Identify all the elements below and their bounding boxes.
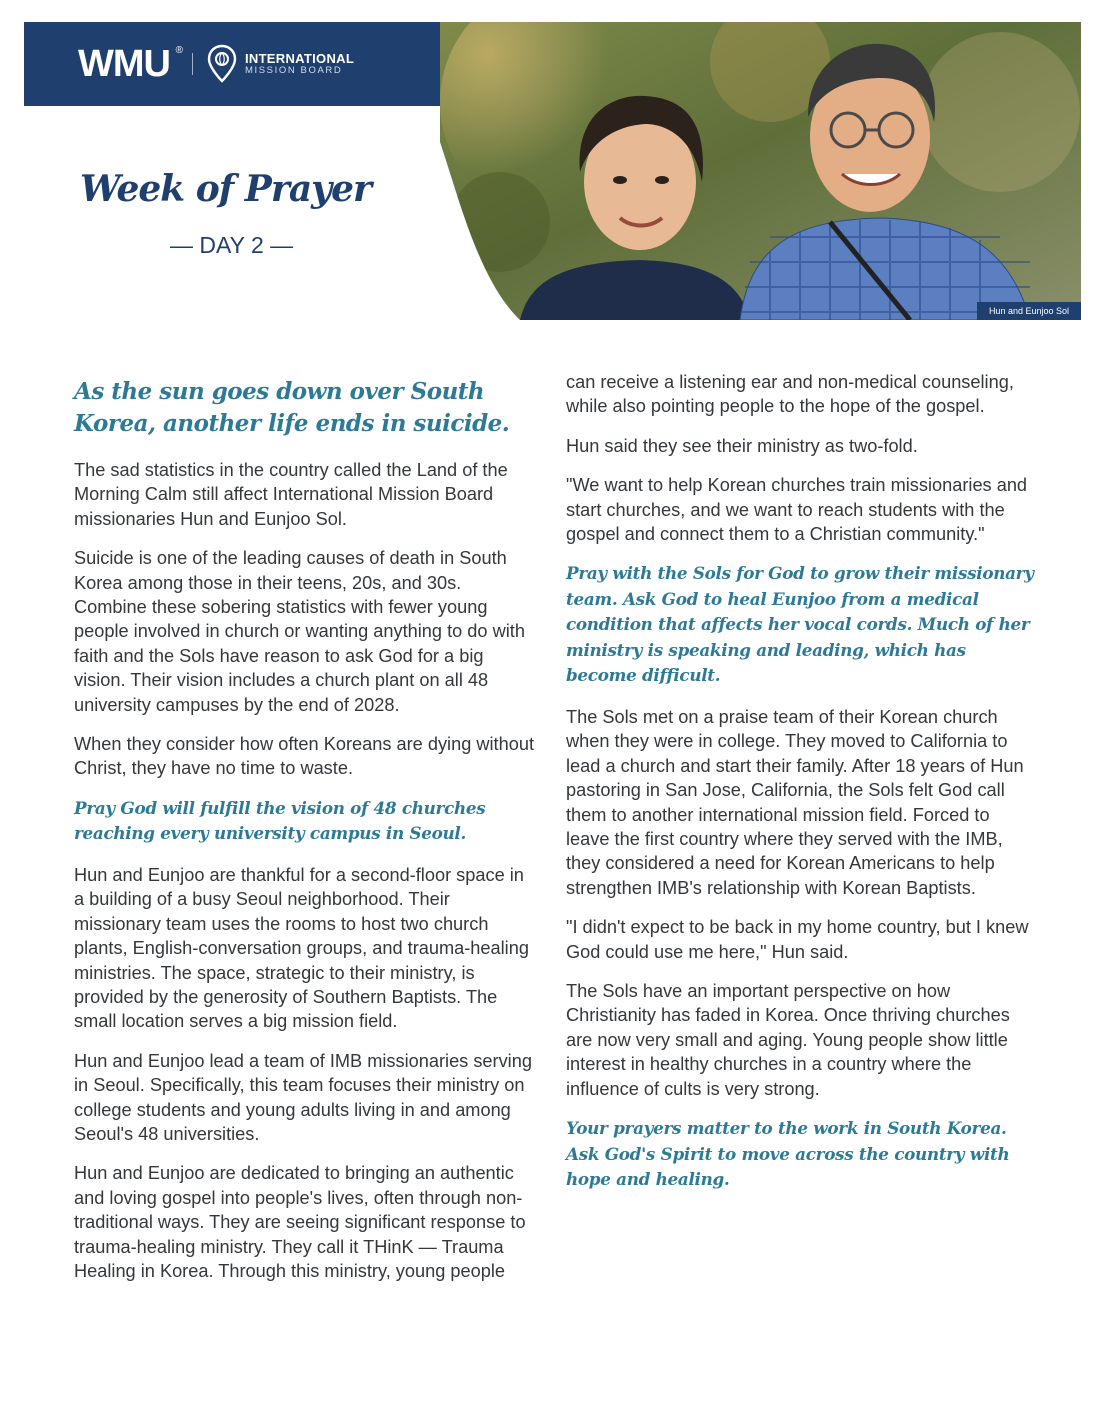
logo-divider	[192, 53, 193, 75]
day-label: — DAY 2 —	[170, 232, 294, 258]
right-column	[566, 370, 1036, 1209]
paragraph: The Sols met on a praise team of their Korean church when they were in college. They moved to California to lead a church and start their family. After 18 years of Hun pastoring in San Jose, California, the Sols felt God call them to another international mission field. Forced to leave the first country where they served with the IMB, they considered a need for Korean Americans to help strengthen IMB's relationship with Korean Baptists.	[566, 706, 1024, 898]
imb-line1: INTERNATIONAL	[244, 50, 355, 66]
paragraph: The sad statistics in the country called the Land of the Morning Calm still affect International Mission Board missionaries Hun and Eunjoo Sol.	[74, 460, 508, 529]
imb-logo-text	[245, 52, 354, 77]
wmu-logo-text: WMU	[78, 42, 170, 85]
paragraph: Hun and Eunjoo lead a team of IMB missionaries serving in Seoul. Specifically, this team focuses their ministry on college students and young adults living in and among Seoul's 48 universities.	[74, 1050, 532, 1144]
imb-line2: MISSION BOARD	[244, 64, 343, 76]
page-title: Week of Prayer	[80, 168, 371, 210]
header-banner	[24, 22, 468, 106]
paragraph: Hun and Eunjoo are thankful for a second-floor space in a building of a busy Seoul neighborhood. Their missionary team uses the rooms to host two church plants, English-conversation groups, and trauma-healing ministries. The space, strategic to their ministry, is provided by the generosity of Southern Baptists. The small location serves a big mission field.	[74, 864, 529, 1032]
missionaries-photo	[440, 22, 1081, 320]
registered-mark: ®	[175, 44, 182, 56]
prayer-request: Pray God will fulfill the vision of 48 churches reaching every university campus in Seoul.	[74, 797, 486, 844]
paragraph: can receive a listening ear and non-medical counseling, while also pointing people to the hope of the gospel.	[566, 372, 1014, 417]
paragraph: "I didn't expect to be back in my home country, but I knew God could use me here," Hun said.	[566, 917, 1029, 962]
photo-caption: Hun and Eunjoo Sol	[977, 302, 1081, 320]
paragraph: Suicide is one of the leading causes of death in South Korea among those in their teens, 20s, and 30s. Combine these sobering statistics with fewer young people involved in church or wanting anything to do with faith and the Sols have reason to ask God for a big vision. Their vision includes a church plant on all 48 university campuses by the end of 2028.	[74, 548, 525, 715]
prayer-request: Your prayers matter to the work in South Korea. Ask God's Spirit to move across the country with hope and healing.	[566, 1118, 1010, 1190]
paragraph: The Sols have an important perspective on how Christianity has faded in Korea. Once thriving churches are now very small and aging. Young people show little interest in healthy churches in a country where the influence of cults is very strong.	[566, 981, 1010, 1099]
left-column	[74, 376, 539, 1298]
photo-illustration	[440, 22, 1081, 320]
imb-pin-icon	[207, 44, 237, 84]
wmu-logo	[78, 42, 182, 86]
paragraph: Hun said they see their ministry as two-fold.	[566, 435, 918, 456]
paragraph: Hun and Eunjoo are dedicated to bringing an authentic and loving gospel into people's lives, often through non-traditional ways. They are seeing significant response to trauma-healing ministry. They call it THinK — Trauma Healing in Korea. Through this ministry, young people	[74, 1163, 526, 1281]
article-headline: As the sun goes down over South Korea, another life ends in suicide.	[74, 378, 510, 437]
paragraph: "We want to help Korean churches train missionaries and start churches, and we want to reach students with the gospel and connect them to a Christian community."	[566, 475, 1028, 545]
paragraph: When they consider how often Koreans are dying without Christ, they have no time to waste.	[74, 734, 535, 779]
prayer-request: Pray with the Sols for God to grow their missionary team. Ask God to heal Eunjoo from a medical condition that affects her vocal cords. Much of her ministry is speaking and leading, which has become difficult.	[566, 563, 1034, 686]
